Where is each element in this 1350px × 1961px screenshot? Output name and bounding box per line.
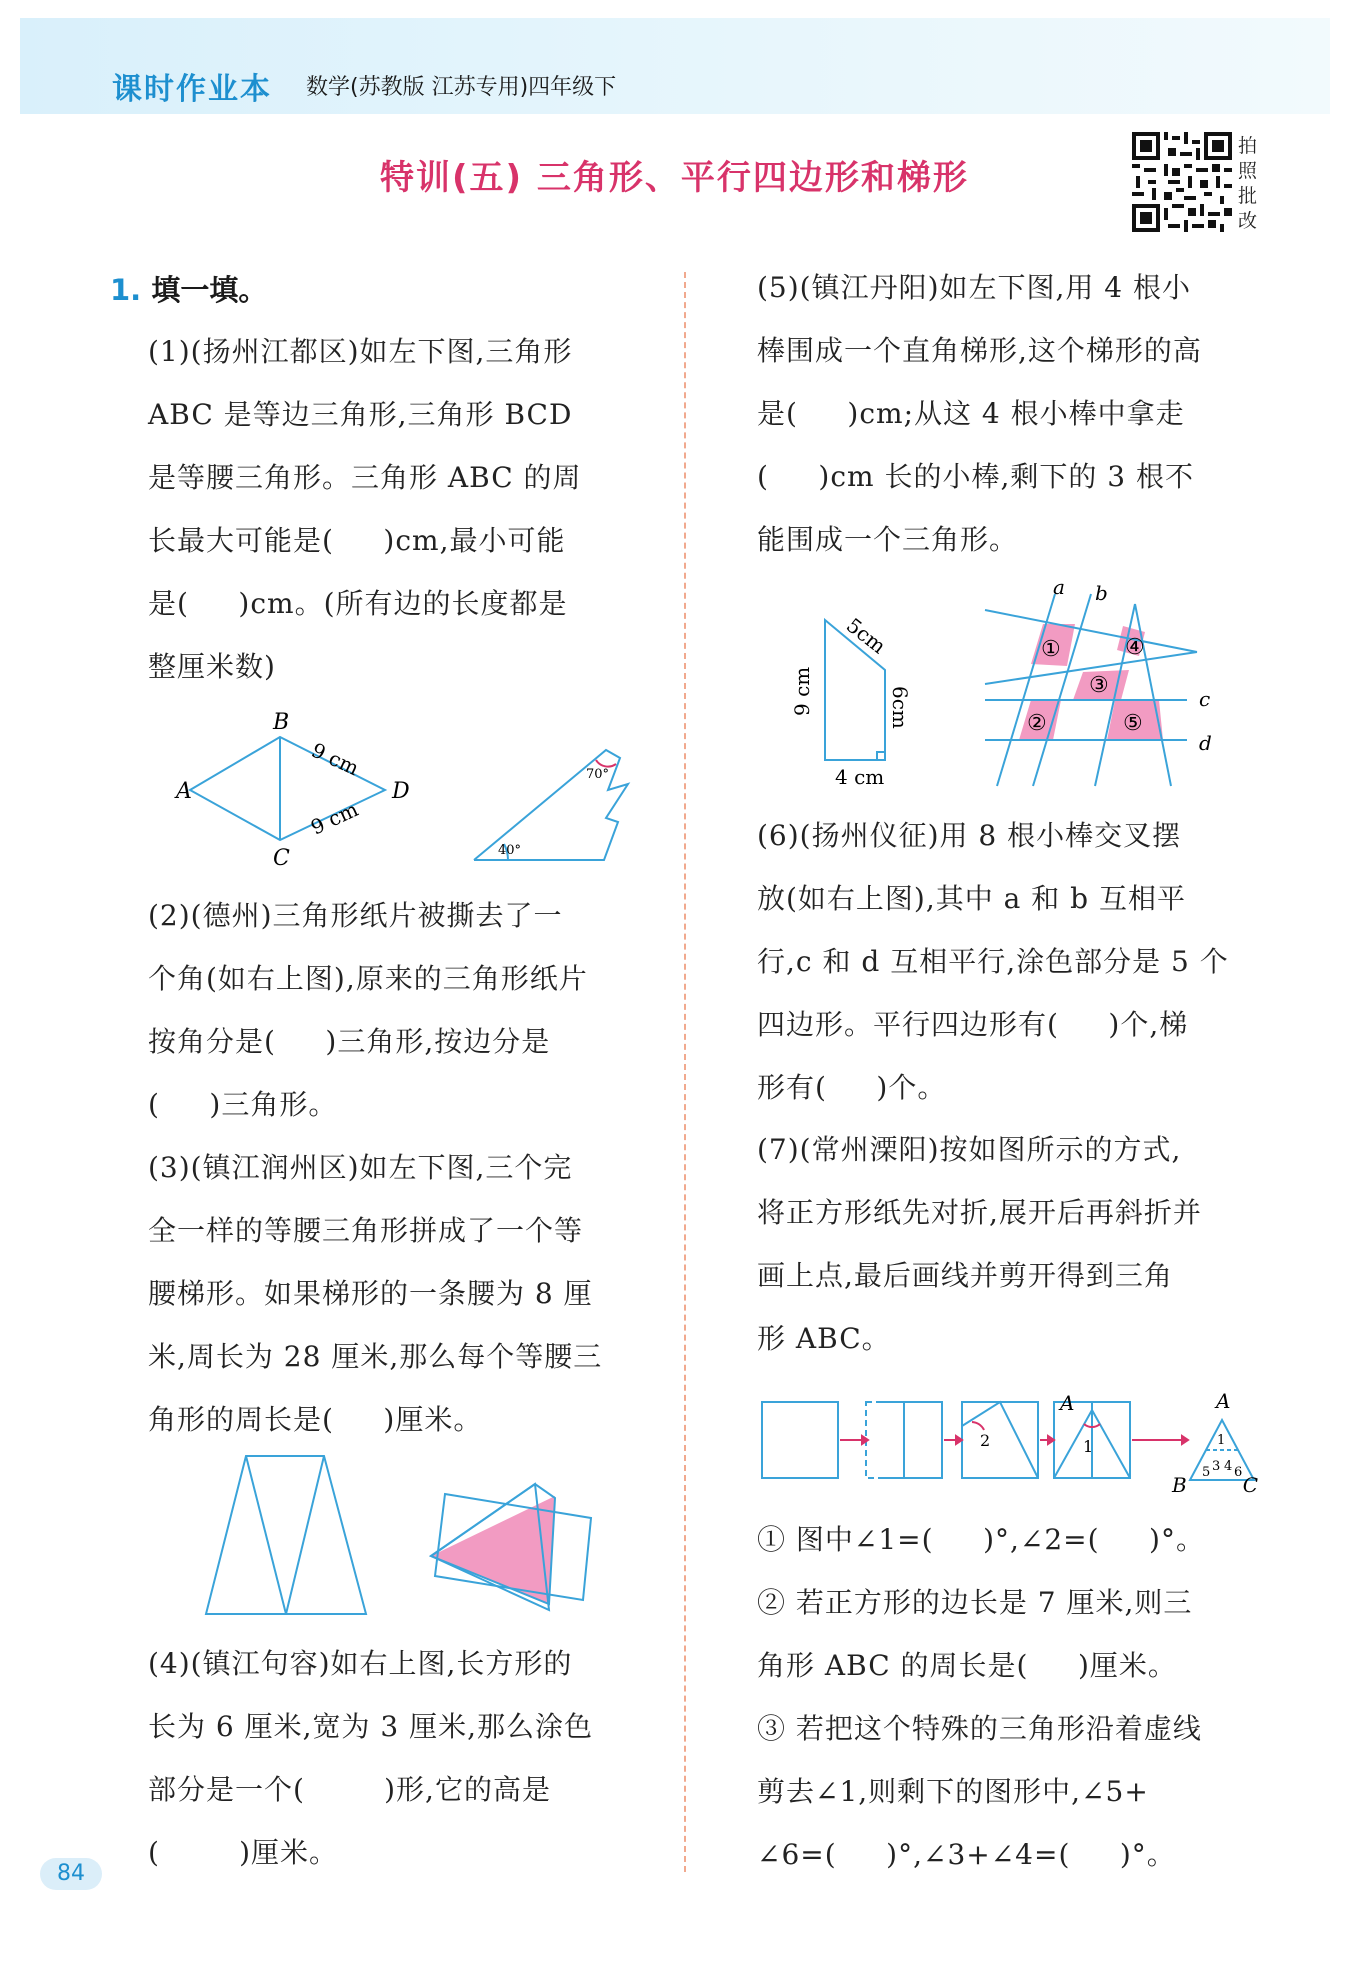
qr-code-icon[interactable] xyxy=(1132,132,1232,232)
torn-triangle-figure xyxy=(468,740,638,865)
label-cd: 9 cm xyxy=(306,796,362,840)
label-d: d xyxy=(1199,731,1212,755)
item-4-text: (4)(镇江句容)如右上图,长方形的 长为 6 厘米,宽为 3 厘米,那么涂色 部分是一个( )形,它的高是 ( )厘米。 xyxy=(148,1647,594,1869)
stick-5 xyxy=(985,610,1197,652)
question-1-heading xyxy=(110,268,267,309)
step-5-vertex-c: C xyxy=(1242,1473,1258,1497)
rhombus-outline xyxy=(190,737,385,840)
item-2-text: (2)(德州)三角形纸片被撕去了一 个角(如右上图),原来的三角形纸片 按角分是( )三角形,按边分是 ( )三角形。 xyxy=(148,899,588,1121)
region-1-label: ① xyxy=(1041,637,1061,662)
item-7-subquestions: ① 图中∠1=( )°,∠2=( )°。 ② 若正方形的边长是 7 厘米,则三 角形 ABC 的周长是( )厘米。 ③ 若把这个特殊的三角形沿着虚线 剪去∠1,则剩下的图形中,∠5+ ∠6=( )°,∠3+∠4=( )°。 xyxy=(757,1523,1205,1871)
region-2-label: ② xyxy=(1027,711,1047,736)
item-5-text: (5)(镇江丹阳)如左下图,用 4 根小 棒围成一个直角梯形,这个梯形的高 是( )cm;从这 4 根小棒中拿走 ( )cm 长的小棒,剩下的 3 根不 能围成一个三角形。 xyxy=(757,271,1202,556)
label-b: b xyxy=(1095,581,1108,605)
page-number: 84 xyxy=(40,1858,102,1890)
angle-40: 40° xyxy=(498,843,522,858)
step-2-half xyxy=(878,1402,942,1478)
step-3-fold xyxy=(962,1402,1038,1478)
column-divider xyxy=(684,272,686,1872)
inner-line-1 xyxy=(246,1456,286,1614)
angle-2-arc xyxy=(972,1422,984,1430)
vertex-d: D xyxy=(392,779,410,804)
step-5-vertex-b: B xyxy=(1172,1473,1187,1497)
label-bd: 9 cm xyxy=(307,737,363,781)
arrow-4-icon xyxy=(1182,1436,1188,1444)
label-4cm: 4 cm xyxy=(835,765,885,789)
step-5-angle-1: 1 xyxy=(1217,1433,1226,1448)
subject-line: 数学(苏教版 江苏专用)四年级下 xyxy=(306,75,617,100)
step-3-square xyxy=(962,1402,1038,1478)
folding-sequence-figure xyxy=(758,1380,1258,1500)
arrow-1-icon xyxy=(862,1436,868,1444)
vertex-c: C xyxy=(273,846,290,870)
vertex-b: B xyxy=(273,710,290,735)
angle-70: 70° xyxy=(586,767,610,782)
rhombus-figure xyxy=(170,705,440,870)
trapezoid-outline xyxy=(206,1456,366,1614)
right-trapezoid-figure xyxy=(785,598,935,798)
stick-4 xyxy=(1135,604,1171,786)
label-5cm: 5cm xyxy=(841,613,891,659)
overlap-rectangles-figure xyxy=(425,1472,600,1620)
label-c: c xyxy=(1199,687,1211,711)
item-3-text: (3)(镇江润州区)如左下图,三个完 全一样的等腰三角形拼成了一个等 腰梯形。如果梯形的一条腰为 8 厘 米,周长为 28 厘米,那么每个等腰三 角形的周长是( )厘米。 xyxy=(148,1151,603,1436)
question-heading-text: 填一填。 xyxy=(151,273,268,307)
step-4-vertex-a: A xyxy=(1060,1391,1075,1415)
label-a: a xyxy=(1053,580,1065,599)
page-title: 特训(五) 三角形、平行四边形和梯形 xyxy=(380,158,969,198)
angle-arc-top xyxy=(596,760,616,767)
inner-line-2 xyxy=(286,1456,324,1614)
trapezoid-triangles-figure xyxy=(200,1450,375,1620)
item-1-text: (1)(扬州江都区)如左下图,三角形 ABC 是等边三角形,三角形 BCD 是等腰三角形。三角形 ABC 的周 长最大可能是( )cm,最小可能 是( )cm。(所有边的长度都是 整厘米数) xyxy=(148,335,582,683)
question-number: 1. xyxy=(110,273,142,307)
label-9cm: 9 cm xyxy=(790,666,814,716)
step-1-square xyxy=(762,1402,838,1478)
region-5-label: ⑤ xyxy=(1123,711,1143,736)
step-5-angle-6: 6 xyxy=(1234,1465,1243,1480)
vertex-a: A xyxy=(176,779,192,804)
angle-1-label: 1 xyxy=(1083,1437,1094,1456)
brand-title: 课时作业本 xyxy=(112,72,272,107)
item-6-text: (6)(扬州仪征)用 8 根小棒交叉摆 放(如右上图),其中 a 和 b 互相平 行,c 和 d 互相平行,涂色部分是 5 个 四边形。平行四边形有( )个,梯 形有( )个。 xyxy=(757,819,1229,1104)
crossing-sticks-figure xyxy=(975,580,1235,790)
region-4-label: ④ xyxy=(1125,635,1145,660)
qr-label: 拍照批改 xyxy=(1238,135,1258,232)
step-5-angle-5: 5 xyxy=(1202,1465,1211,1480)
item-7-text: (7)(常州溧阳)按如图所示的方式, 将正方形纸先对折,展开后再斜折并 画上点,最后画线并剪开得到三角 形 ABC。 xyxy=(757,1133,1202,1355)
step-5-vertex-a: A xyxy=(1216,1389,1231,1413)
region-3-label: ③ xyxy=(1089,673,1109,698)
step-5-angle-4: 4 xyxy=(1224,1459,1233,1474)
right-angle-mark xyxy=(877,752,885,760)
angle-2-label: 2 xyxy=(980,1431,991,1450)
step-5-angle-3: 3 xyxy=(1212,1459,1221,1474)
label-6cm: 6cm xyxy=(888,686,912,729)
